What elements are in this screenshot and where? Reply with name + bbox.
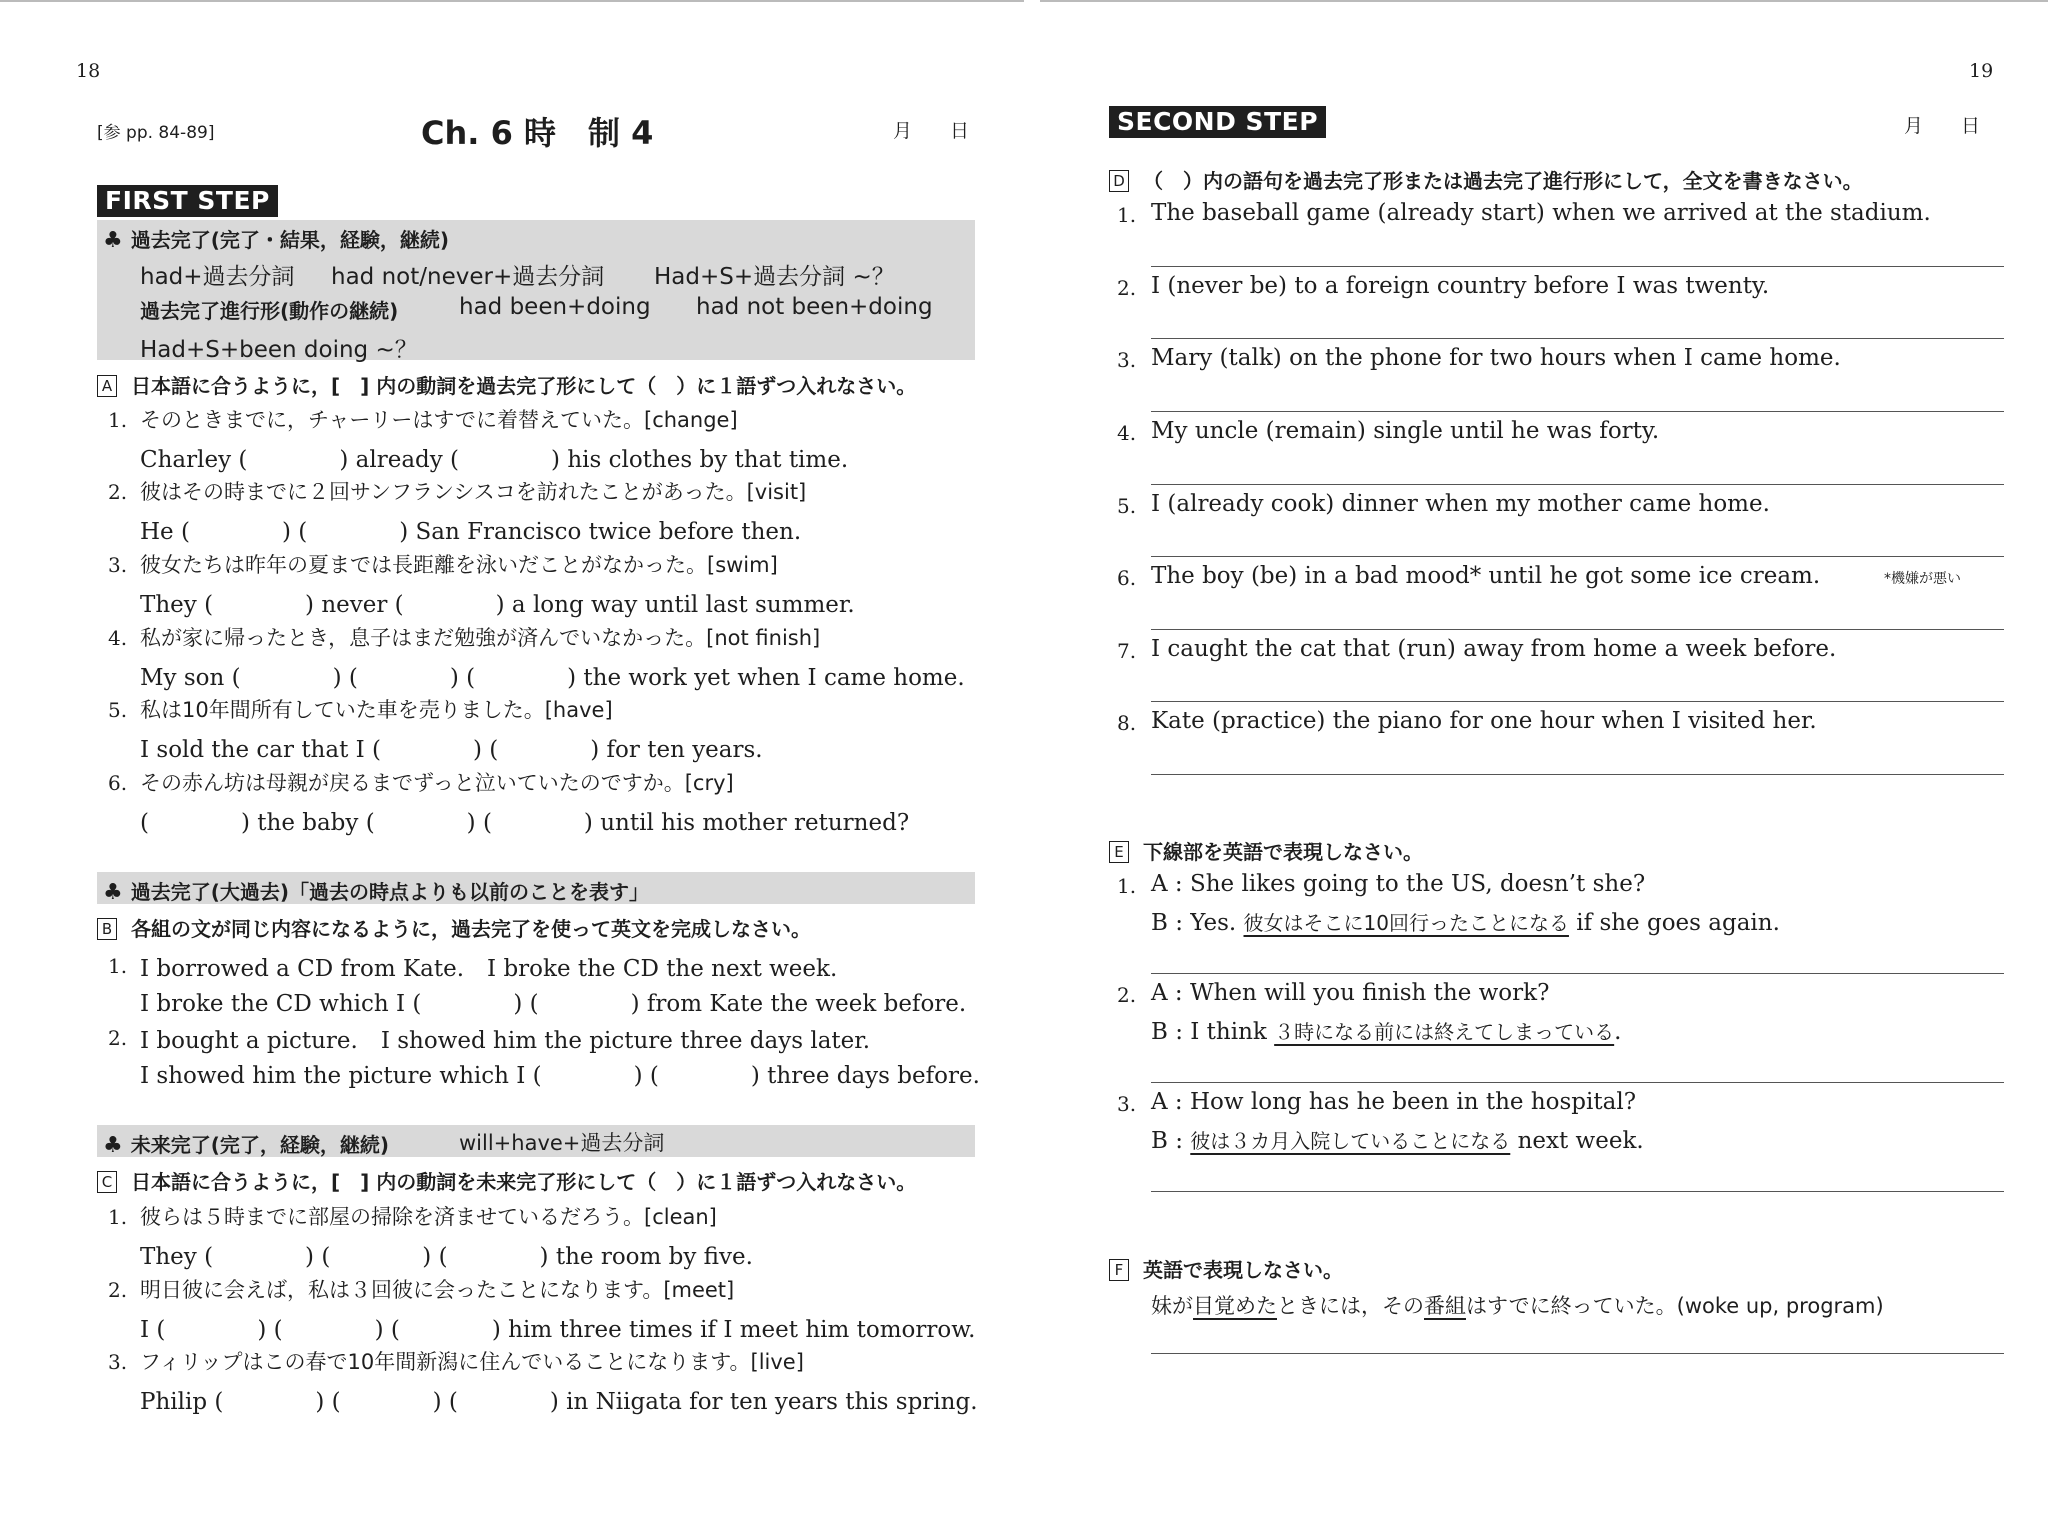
dialogue-line-a: A : How long has he been in the hospital? (1151, 1089, 1637, 1115)
item-number: 5. (1117, 494, 1137, 518)
grammar-heading: ♣ 過去完了(大過去)「過去の時点よりも以前のことを表す」 (103, 880, 650, 905)
grammar-formula: will+have+過去分詞 (459, 1131, 665, 1155)
page-number: 18 (76, 60, 101, 82)
english-sentence: The boy (be) in a bad mood* until he got some ice cream. (1151, 563, 1821, 589)
item-number: 1. (1117, 203, 1137, 227)
answer-line[interactable] (1151, 411, 2004, 412)
dialogue-line-b: B : I think ３時になる前には終えてしまっている. (1151, 1019, 1622, 1045)
english-sentence: They ( ) never ( ) a long way until last summer. (140, 592, 855, 618)
grammar-heading: ♣ 未来完了(完了，経験，継続) (103, 1133, 390, 1158)
english-sentence: I (already cook) dinner when my mother came home. (1151, 491, 1770, 517)
japanese-sentence: フィリップはこの春で10年間新潟に住んでいることになります。[live] (140, 1350, 804, 1374)
english-sentence: I ( ) ( ) ( ) him three times if I meet him tomorrow. (140, 1317, 976, 1343)
item-number: 3. (108, 553, 128, 577)
japanese-sentence: その赤ん坊は母親が戻るまでずっと泣いていたのですか。[cry] (140, 771, 734, 795)
item-number: 1. (108, 1205, 128, 1229)
answer-line[interactable] (1151, 556, 2004, 557)
japanese-sentence: 彼女たちは昨年の夏までは長距離を泳いだことがなかった。[swim] (140, 553, 778, 577)
answer-line[interactable] (1151, 484, 2004, 485)
scan-edge (1040, 0, 2048, 2)
item-number: 2. (108, 1026, 128, 1050)
section-c-instruction: C 日本語に合うように，[ ] 内の動詞を未来完了形にして（ ）に１語ずつ入れなさい。 (97, 1166, 916, 1195)
english-sentence: I broke the CD which I ( ) ( ) from Kate the week before. (140, 991, 967, 1017)
english-sentence: I caught the cat that (run) away from home a week before. (1151, 636, 1837, 662)
english-sentence: Mary (talk) on the phone for two hours when I came home. (1151, 345, 1841, 371)
dialogue-line-a: A : When will you finish the work? (1151, 980, 1550, 1006)
item-number: 2. (108, 480, 128, 504)
club-icon: ♣ (103, 880, 123, 905)
grammar-formula: Had+S+過去分詞 ~？ (654, 264, 895, 290)
english-sentence: I bought a picture. I showed him the picture three days later. (140, 1028, 871, 1054)
item-number: 2. (1117, 276, 1137, 300)
item-number: 3. (108, 1350, 128, 1374)
answer-line[interactable] (1151, 1191, 2004, 1192)
item-number: 3. (1117, 1092, 1137, 1116)
underlined-phrase: 彼女はそこに10回行ったことになる (1243, 911, 1569, 935)
club-icon: ♣ (103, 1133, 123, 1158)
item-number: 2. (108, 1278, 128, 1302)
english-sentence: He ( ) ( ) San Francisco twice before then. (140, 519, 802, 545)
english-sentence: My uncle (remain) single until he was forty. (1151, 418, 1660, 444)
scan-edge (0, 0, 1024, 2)
japanese-sentence: 彼らは５時までに部屋の掃除を済ませているだろう。[clean] (140, 1205, 717, 1229)
grammar-formula: 過去完了進行形(動作の継続) (140, 299, 399, 323)
section-letter: E (1109, 841, 1129, 863)
item-number: 2. (1117, 983, 1137, 1007)
answer-line[interactable] (1151, 338, 2004, 339)
english-sentence: My son ( ) ( ) ( ) the work yet when I came home. (140, 665, 965, 691)
grammar-formula: Had+S+been doing ~？ (140, 337, 418, 363)
section-letter: F (1109, 1259, 1129, 1281)
club-icon: ♣ (103, 228, 123, 253)
section-b-instruction: B 各組の文が同じ内容になるように，過去完了を使って英文を完成しなさい。 (97, 913, 811, 942)
grammar-formula: had+過去分詞 (140, 264, 295, 290)
item-number: 6. (1117, 566, 1137, 590)
answer-line[interactable] (1151, 1082, 2004, 1083)
english-sentence: I (never be) to a foreign country before I was twenty. (1151, 273, 1770, 299)
answer-line[interactable] (1151, 1353, 2004, 1354)
item-number: 8. (1117, 711, 1137, 735)
japanese-sentence: 私が家に帰ったとき，息子はまだ勉強が済んでいなかった。[not finish] (140, 626, 821, 650)
japanese-sentence: 私は10年間所有していた車を売りました。[have] (140, 698, 613, 722)
underlined-word: 番組 (1424, 1294, 1466, 1318)
grammar-formula: had not been+doing (696, 294, 933, 320)
english-sentence: The baseball game (already start) when we arrived at the stadium. (1151, 200, 1931, 226)
english-sentence: ( ) the baby ( ) ( ) until his mother returned? (140, 810, 910, 836)
dialogue-line-b: B : Yes. 彼女はそこに10回行ったことになる if she goes again. (1151, 910, 1780, 936)
footnote: *機嫌が悪い (1884, 571, 1961, 587)
right-page (1024, 0, 2048, 1536)
item-number: 4. (108, 626, 128, 650)
section-f-instruction: F 英語で表現しなさい。 (1109, 1254, 1343, 1283)
first-step-label: FIRST STEP (97, 185, 278, 217)
japanese-sentence: 妹が目覚めたときには，その番組はすでに終っていた。(woke up, program) (1151, 1294, 1884, 1318)
english-sentence: Kate (practice) the piano for one hour when I visited her. (1151, 708, 1817, 734)
dialogue-line-a: A : She likes going to the US, doesn’t she? (1151, 871, 1646, 897)
english-sentence: They ( ) ( ) ( ) the room by five. (140, 1244, 753, 1270)
english-sentence: I showed him the picture which I ( ) ( ) three days before. (140, 1063, 980, 1089)
section-letter: C (97, 1171, 117, 1193)
section-letter: D (1109, 170, 1129, 192)
section-letter: B (97, 918, 117, 940)
month-day: 月 日 (893, 120, 970, 142)
reference: [参 pp. 84-89] (97, 123, 215, 143)
item-number: 4. (1117, 421, 1137, 445)
item-number: 3. (1117, 348, 1137, 372)
english-sentence: I sold the car that I ( ) ( ) for ten years. (140, 737, 763, 763)
underlined-word: 目覚めた (1193, 1294, 1277, 1318)
underlined-phrase: ３時になる前には終えてしまっている (1274, 1020, 1615, 1044)
item-number: 7. (1117, 639, 1137, 663)
answer-line[interactable] (1151, 774, 2004, 775)
japanese-sentence: 明日彼に会えば，私は３回彼に会ったことになります。[meet] (140, 1278, 735, 1302)
item-number: 5. (108, 698, 128, 722)
grammar-formula: had been+doing (459, 294, 651, 320)
answer-line[interactable] (1151, 629, 2004, 630)
chapter-title: Ch. 6 時 制 4 (421, 114, 654, 152)
item-number: 1. (108, 408, 128, 432)
answer-line[interactable] (1151, 701, 2004, 702)
japanese-sentence: そのときまでに，チャーリーはすでに着替えていた。[change] (140, 408, 738, 432)
grammar-heading: ♣ 過去完了(完了・結果，経験，継続) (103, 228, 450, 253)
section-e-instruction: E 下線部を英語で表現しなさい。 (1109, 836, 1423, 865)
section-letter: A (97, 375, 117, 397)
page-number: 19 (1969, 60, 1994, 82)
month-day: 月 日 (1904, 115, 1981, 137)
item-number: 1. (1117, 874, 1137, 898)
underlined-phrase: 彼は３カ月入院していることになる (1190, 1129, 1511, 1153)
dialogue-line-b: B : 彼は３カ月入院していることになる next week. (1151, 1128, 1644, 1154)
answer-line[interactable] (1151, 973, 2004, 974)
item-number: 1. (108, 954, 128, 978)
section-a-instruction: A 日本語に合うように，[ ] 内の動詞を過去完了形にして（ ）に１語ずつ入れなさい。 (97, 370, 916, 399)
answer-line[interactable] (1151, 266, 2004, 267)
second-step-label: SECOND STEP (1109, 106, 1326, 138)
english-sentence: I borrowed a CD from Kate. I broke the CD the next week. (140, 956, 838, 982)
section-d-instruction: D （ ）内の語句を過去完了形または過去完了進行形にして，全文を書きなさい。 (1109, 165, 1863, 194)
item-number: 6. (108, 771, 128, 795)
japanese-sentence: 彼はその時までに２回サンフランシスコを訪れたことがあった。[visit] (140, 480, 807, 504)
grammar-formula: had not/never+過去分詞 (331, 264, 605, 290)
english-sentence: Philip ( ) ( ) ( ) in Niigata for ten years this spring. (140, 1389, 978, 1415)
english-sentence: Charley ( ) already ( ) his clothes by that time. (140, 447, 849, 473)
